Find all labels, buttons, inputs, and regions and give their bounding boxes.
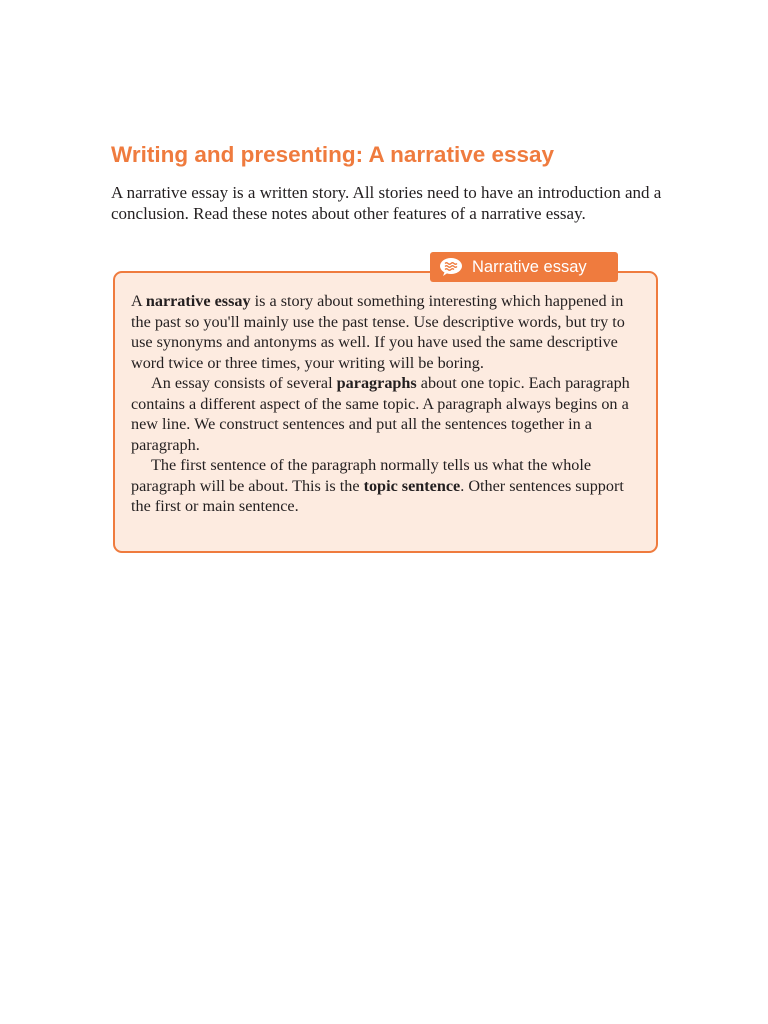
notes-paragraph-2 xyxy=(131,373,638,455)
text-run: about one topic. Each paragraph contains a different aspect of the same topic. A paragraph always begins on a new line. We construct sentences and put all the sentences together in a paragraph. xyxy=(131,374,630,454)
narrative-essay-notes-box xyxy=(113,271,658,553)
key-term-paragraphs: paragraphs xyxy=(336,374,417,392)
text-run: . Other sentences support the first or main sentence. xyxy=(131,476,624,515)
section-heading: Writing and presenting: A narrative essay xyxy=(111,142,555,167)
speech-bubble-icon xyxy=(439,257,463,277)
notes-paragraph-1 xyxy=(131,291,638,373)
text-run: A xyxy=(131,292,146,310)
text-run: An essay consists of several xyxy=(151,374,337,392)
text-run: The first sentence of the paragraph normally tells us what the whole paragraph will be about. This is the xyxy=(131,456,592,495)
intro-paragraph: A narrative essay is a written story. All stories need to have an introduction and a conclusion. Read these notes about other features of a narrative essay. xyxy=(111,183,662,223)
key-term-topic-sentence: topic sentence xyxy=(363,476,461,495)
key-term-narrative-essay: narrative essay xyxy=(145,292,251,310)
narrative-essay-tag xyxy=(430,252,618,282)
notes-paragraph-3 xyxy=(131,455,638,517)
text-run: is a story about something interesting which happened in the past so you'll mainly use the past tense. Use descriptive words, but try to use synonyms and antonyms as well. If you have used the same descriptive word twice or three times, your writing will be boring. xyxy=(131,292,625,372)
tag-label: Narrative essay xyxy=(472,257,587,276)
